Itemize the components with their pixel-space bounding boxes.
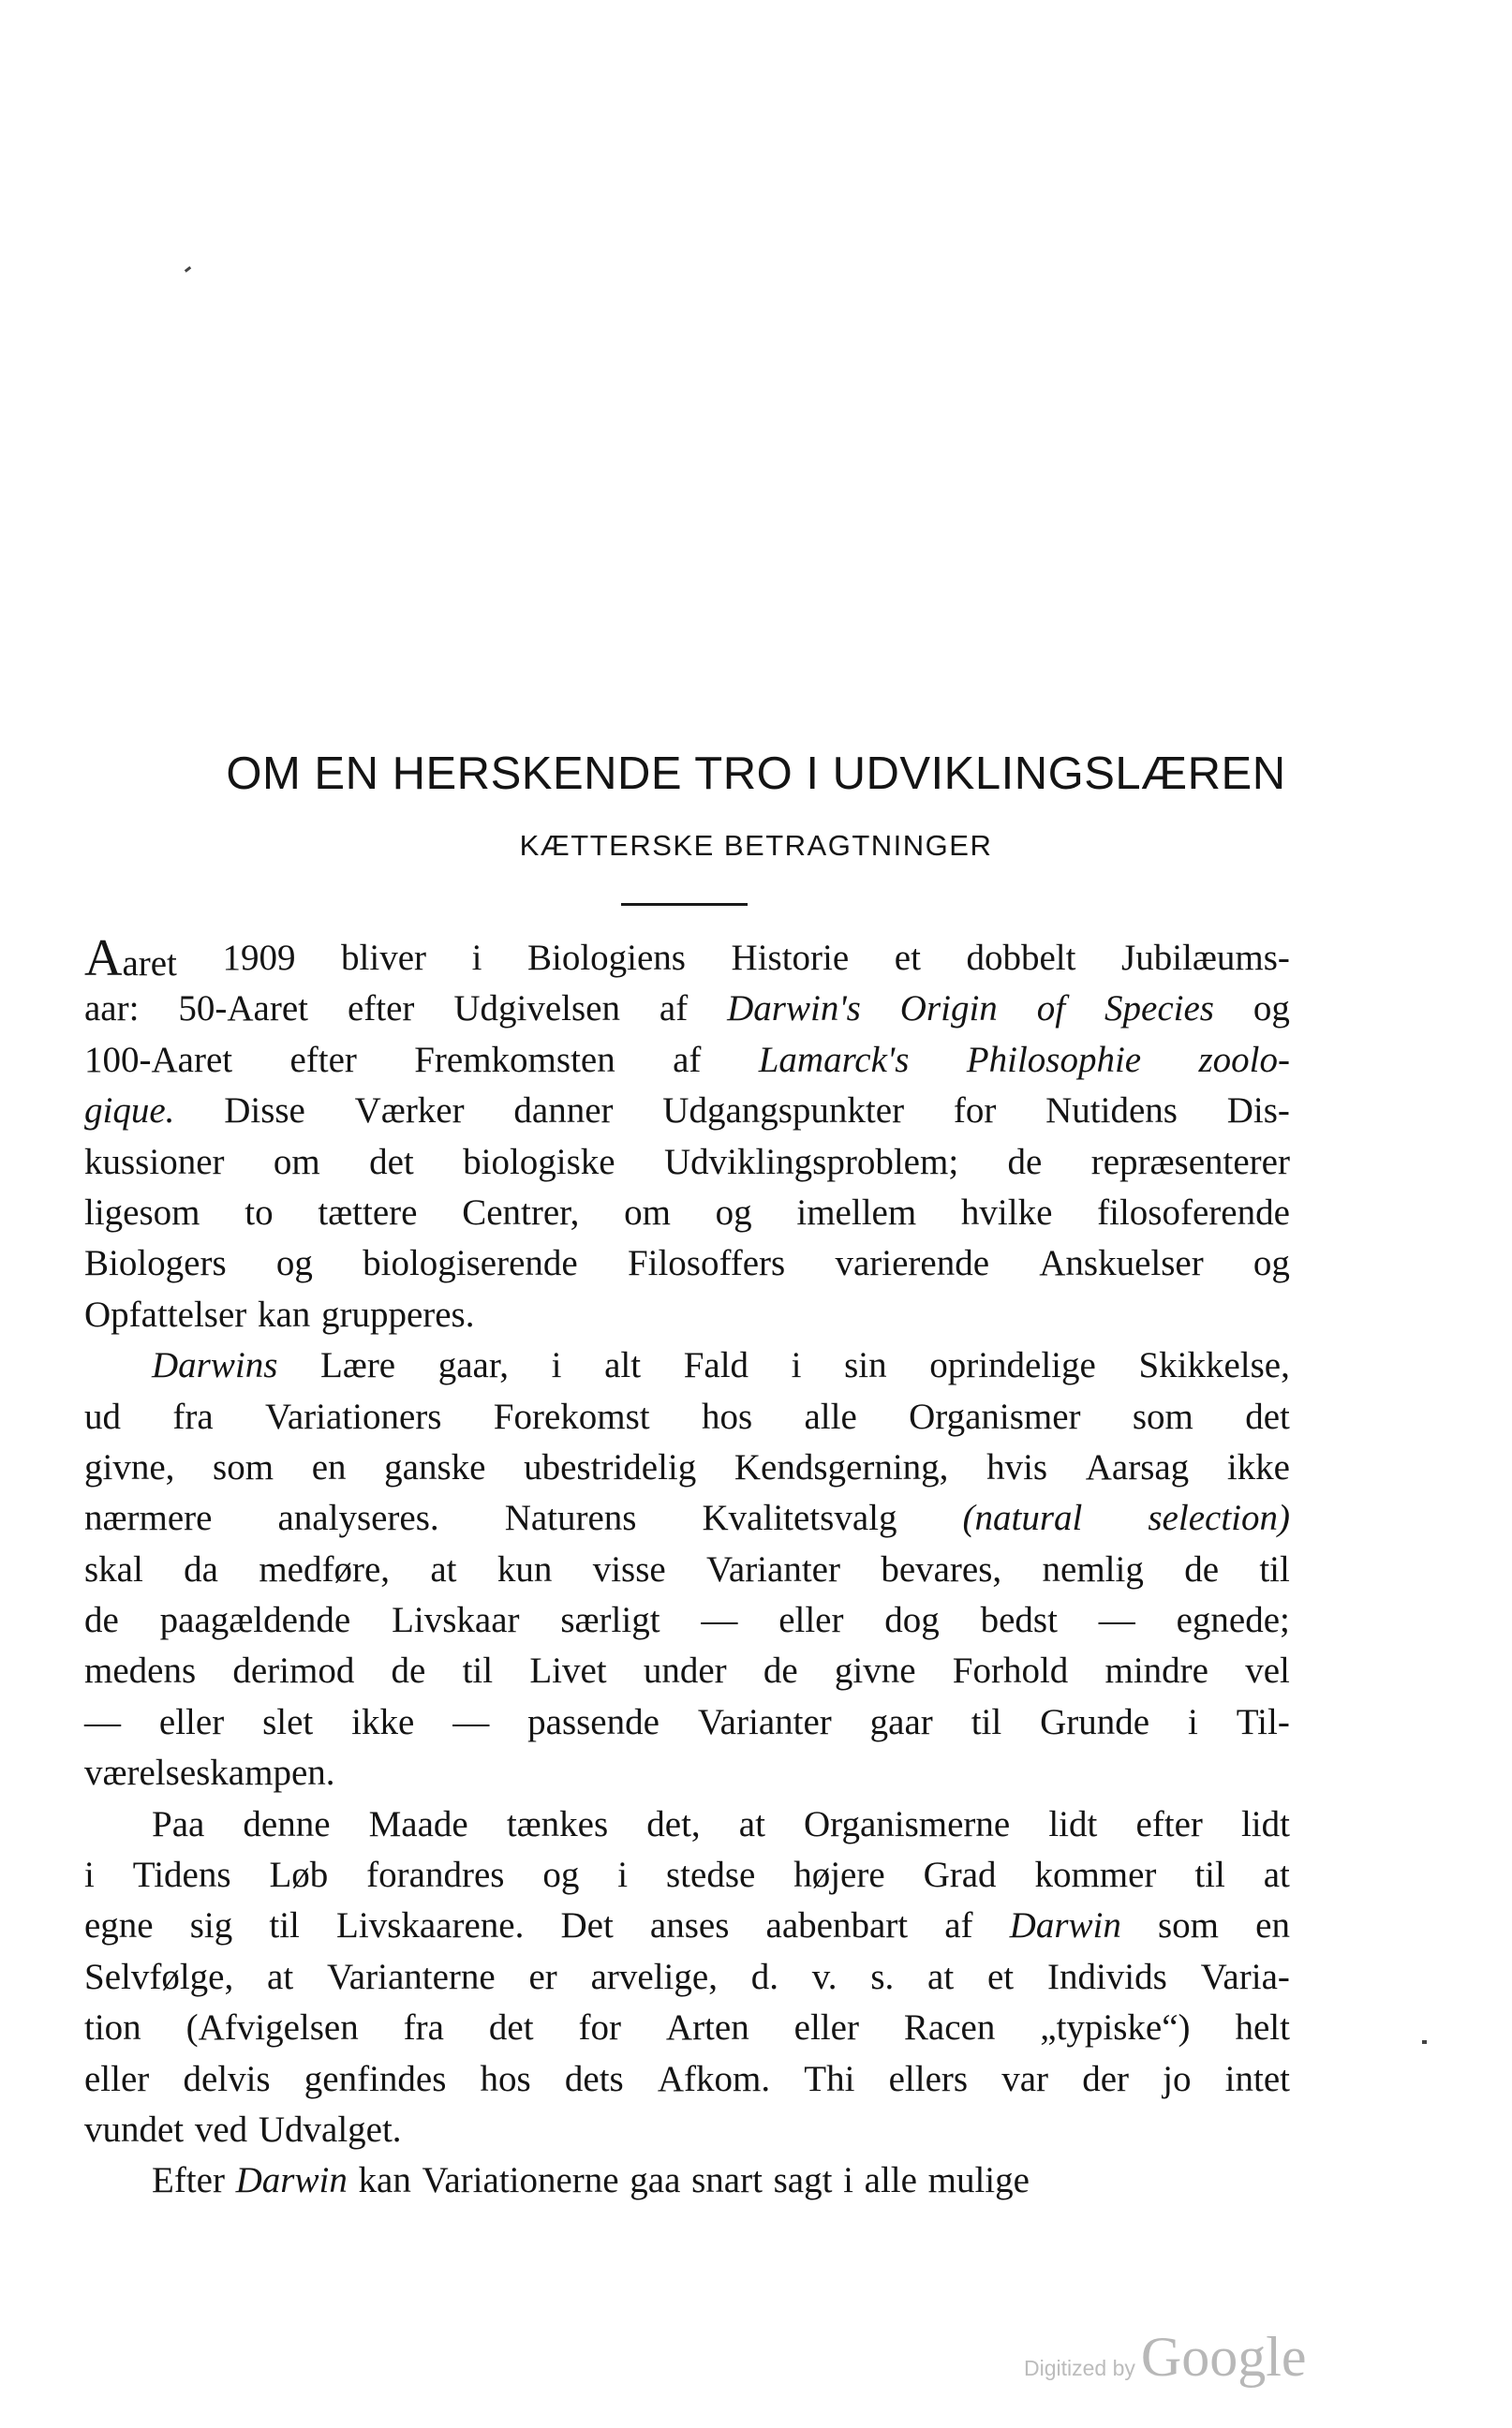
word: det bbox=[369, 1141, 414, 1182]
word: givne, bbox=[84, 1446, 175, 1488]
word: Til- bbox=[1236, 1701, 1290, 1742]
word: imellem bbox=[796, 1192, 917, 1233]
text-line bbox=[84, 1238, 1290, 1289]
word: mulige bbox=[927, 2160, 1030, 2201]
word: gique. bbox=[84, 1090, 175, 1132]
word: sagt bbox=[773, 2160, 833, 2201]
word: anses bbox=[649, 1905, 730, 1947]
word: og bbox=[275, 1243, 313, 1284]
word: Varianter bbox=[697, 1701, 832, 1742]
word: varierende bbox=[835, 1243, 990, 1284]
word: — bbox=[84, 1701, 121, 1742]
word: (natural bbox=[962, 1498, 1083, 1539]
word: de bbox=[1184, 1548, 1219, 1590]
word: Dis- bbox=[1226, 1090, 1290, 1132]
word: Disse bbox=[224, 1090, 305, 1132]
word: alt bbox=[604, 1345, 642, 1386]
word: og bbox=[542, 1855, 580, 1896]
word: under bbox=[643, 1651, 727, 1692]
word: Fremkomsten bbox=[414, 1039, 615, 1080]
word: Livet bbox=[529, 1651, 607, 1692]
word: af bbox=[673, 1039, 702, 1080]
word: i bbox=[551, 1345, 562, 1386]
word: givne bbox=[834, 1651, 916, 1692]
stray-ink-mark bbox=[185, 266, 191, 273]
word: Aaret bbox=[84, 929, 177, 987]
text-line bbox=[84, 1392, 1290, 1443]
word: Variationers bbox=[264, 1396, 442, 1437]
word: biologiserende bbox=[363, 1243, 578, 1284]
word: det bbox=[1245, 1396, 1290, 1437]
word: „typiske“) bbox=[1040, 2007, 1191, 2049]
text-line bbox=[84, 1443, 1290, 1493]
word: hos bbox=[701, 1396, 753, 1437]
word: Arten bbox=[665, 2007, 749, 2049]
word: de bbox=[763, 1651, 798, 1692]
word: Udgivelsen bbox=[453, 988, 620, 1029]
word: Skikkelse, bbox=[1138, 1345, 1290, 1386]
word: et bbox=[894, 938, 921, 978]
word: gaar bbox=[869, 1701, 933, 1742]
word: tion bbox=[84, 2007, 141, 2049]
word: to bbox=[245, 1192, 274, 1233]
text-line bbox=[84, 1290, 1290, 1340]
text-line bbox=[84, 1697, 1290, 1748]
word: Nutidens bbox=[1045, 1090, 1178, 1132]
word: — bbox=[1098, 1600, 1135, 1641]
word: for bbox=[578, 2007, 621, 2049]
word: Løb bbox=[269, 1855, 329, 1896]
word: of bbox=[1036, 988, 1066, 1029]
word: Variationerne bbox=[422, 2160, 619, 2201]
word: 50-Aaret bbox=[178, 988, 308, 1029]
word: vel bbox=[1245, 1651, 1290, 1692]
word: ud bbox=[84, 1396, 121, 1437]
word: tættere bbox=[318, 1192, 418, 1233]
text-line bbox=[84, 2155, 1290, 2206]
word: om bbox=[624, 1192, 671, 1233]
word: intet bbox=[1224, 2058, 1290, 2099]
word: medens bbox=[84, 1651, 197, 1692]
word: Organismer bbox=[909, 1396, 1081, 1437]
word: det, bbox=[646, 1803, 701, 1844]
word: at bbox=[927, 1956, 955, 1997]
word: stedse bbox=[666, 1855, 756, 1896]
word: d. bbox=[750, 1956, 778, 1997]
text-line bbox=[84, 1799, 1290, 1850]
word: hvilke bbox=[960, 1192, 1053, 1233]
word: i bbox=[791, 1345, 802, 1386]
word: bliver bbox=[341, 938, 426, 978]
word: at bbox=[267, 1956, 294, 1997]
word: fra bbox=[172, 1396, 214, 1437]
text-line bbox=[84, 1595, 1290, 1646]
word: ganske bbox=[384, 1446, 486, 1488]
word: kussioner bbox=[84, 1141, 225, 1182]
watermark-brand: Google bbox=[1140, 2326, 1307, 2388]
word: kan bbox=[257, 1294, 311, 1335]
text-line bbox=[84, 1340, 1290, 1391]
word: Darwins bbox=[152, 1345, 278, 1386]
word: værelseskampen. bbox=[84, 1753, 335, 1794]
word: Selvfølge, bbox=[84, 1956, 234, 1997]
word: Origin bbox=[899, 988, 998, 1029]
word: at bbox=[430, 1548, 457, 1590]
word: nærmere bbox=[84, 1498, 213, 1539]
word: egne bbox=[84, 1905, 154, 1947]
word: Varianter bbox=[706, 1548, 840, 1590]
word: Organismerne bbox=[804, 1803, 1011, 1844]
text-line bbox=[84, 1035, 1290, 1086]
word: selection) bbox=[1148, 1498, 1290, 1539]
word: delvis bbox=[183, 2058, 271, 2099]
stray-ink-mark bbox=[1422, 2040, 1427, 2044]
word: passende bbox=[527, 1701, 660, 1742]
word: Filosoffers bbox=[627, 1243, 786, 1284]
word: i bbox=[84, 1855, 95, 1896]
text-line bbox=[84, 1137, 1290, 1188]
word: skal bbox=[84, 1548, 143, 1590]
word: til bbox=[1194, 1855, 1225, 1896]
word: de bbox=[391, 1651, 426, 1692]
word: om bbox=[273, 1141, 320, 1182]
word: i bbox=[843, 2160, 853, 2201]
text-line bbox=[84, 1086, 1290, 1136]
word: Varianterne bbox=[326, 1956, 496, 1997]
word: Maade bbox=[368, 1803, 468, 1844]
word: Varia- bbox=[1200, 1956, 1290, 1997]
word: Naturens bbox=[504, 1498, 637, 1539]
word: efter bbox=[289, 1039, 357, 1080]
word: genfindes bbox=[304, 2058, 447, 2099]
word: Kendsgerning, bbox=[734, 1446, 949, 1488]
word: mindre bbox=[1104, 1651, 1208, 1692]
word: repræsenterer bbox=[1090, 1141, 1290, 1182]
word: kommer bbox=[1034, 1855, 1157, 1896]
text-line bbox=[84, 1901, 1290, 1951]
word: Udgangspunkter bbox=[662, 1090, 905, 1132]
word: danner bbox=[513, 1090, 614, 1132]
word: det bbox=[488, 2007, 534, 2049]
text-line bbox=[84, 1545, 1290, 1595]
title-divider bbox=[621, 903, 748, 906]
word: ikke bbox=[1226, 1446, 1290, 1488]
word: alle bbox=[864, 2160, 917, 2201]
word: biologiske bbox=[463, 1141, 615, 1182]
word: Udviklingsproblem; bbox=[664, 1141, 959, 1182]
word: de bbox=[84, 1600, 119, 1641]
word: bedst bbox=[980, 1600, 1058, 1641]
word: oprindelige bbox=[929, 1345, 1096, 1386]
word: eller bbox=[793, 2007, 859, 2049]
word: Lære bbox=[319, 1345, 396, 1386]
word: af bbox=[659, 988, 689, 1029]
chapter-subtitle: KÆTTERSKE BETRAGTNINGER bbox=[519, 829, 993, 862]
word: kan bbox=[358, 2160, 411, 2201]
word: lidt bbox=[1048, 1803, 1098, 1844]
word: 100-Aaret bbox=[84, 1039, 233, 1080]
word: og bbox=[715, 1192, 752, 1233]
word: jo bbox=[1163, 2058, 1192, 2099]
word: er bbox=[528, 1956, 557, 1997]
word: Opfattelser bbox=[84, 1294, 247, 1335]
word: Grunde bbox=[1040, 1701, 1150, 1742]
text-line bbox=[84, 2105, 1290, 2155]
word: som bbox=[1132, 1396, 1193, 1437]
word: (Afvigelsen bbox=[185, 2007, 359, 2049]
word: Fald bbox=[683, 1345, 749, 1386]
word: Darwin's bbox=[727, 988, 861, 1029]
word: Biologiens bbox=[526, 938, 686, 978]
word: særligt bbox=[560, 1600, 660, 1641]
word: tænkes bbox=[506, 1803, 609, 1844]
word: Racen bbox=[903, 2007, 996, 2049]
word: egnede; bbox=[1176, 1600, 1290, 1641]
word: da bbox=[184, 1548, 218, 1590]
text-line bbox=[84, 2054, 1290, 2105]
word: eller bbox=[158, 1701, 225, 1742]
word: som bbox=[1158, 1905, 1220, 1947]
word: kun bbox=[497, 1548, 553, 1590]
word: bevares, bbox=[881, 1548, 1002, 1590]
word: — bbox=[701, 1600, 738, 1641]
word: fra bbox=[403, 2007, 444, 2049]
word: paagældende bbox=[159, 1600, 351, 1641]
word: ubestridelig bbox=[524, 1446, 697, 1488]
word: de bbox=[1007, 1141, 1043, 1182]
word: — bbox=[452, 1701, 490, 1742]
word: et bbox=[987, 1956, 1015, 1997]
word: alle bbox=[804, 1396, 857, 1437]
word: Historie bbox=[731, 938, 850, 978]
word: eller bbox=[84, 2058, 150, 2099]
word: Afkom. bbox=[657, 2058, 771, 2099]
word: s. bbox=[870, 1956, 895, 1997]
word: ikke bbox=[351, 1701, 415, 1742]
word: til bbox=[971, 1701, 1002, 1742]
word: at bbox=[738, 1803, 765, 1844]
word: slet bbox=[262, 1701, 314, 1742]
word: Efter bbox=[152, 2160, 225, 2201]
word: Individs bbox=[1046, 1956, 1167, 1997]
word: Biologers bbox=[84, 1243, 227, 1284]
word: til bbox=[269, 1905, 300, 1947]
word: i bbox=[471, 938, 482, 978]
word: Lamarck's bbox=[758, 1039, 910, 1080]
word: Aarsag bbox=[1085, 1446, 1190, 1488]
text-line bbox=[84, 1646, 1290, 1696]
word: dog bbox=[884, 1600, 940, 1641]
word: helt bbox=[1235, 2007, 1290, 2049]
word: Værker bbox=[354, 1090, 465, 1132]
word: analyseres. bbox=[277, 1498, 439, 1539]
body-text bbox=[84, 929, 1290, 2207]
word: ligesom bbox=[84, 1192, 200, 1233]
word: aar: bbox=[84, 988, 140, 1029]
word: efter bbox=[1135, 1803, 1203, 1844]
word: Anskuelser bbox=[1039, 1243, 1204, 1284]
watermark-prefix: Digitized by bbox=[1024, 2356, 1135, 2380]
word: som bbox=[213, 1446, 274, 1488]
word: dets bbox=[564, 2058, 624, 2099]
word: Kvalitetsvalg bbox=[702, 1498, 897, 1539]
word: medføre, bbox=[259, 1548, 391, 1590]
word: Philosophie bbox=[966, 1039, 1142, 1080]
word: Grad bbox=[923, 1855, 997, 1896]
word: snart bbox=[691, 2160, 763, 2201]
word: gaar, bbox=[437, 1345, 510, 1386]
word: en bbox=[1255, 1905, 1290, 1947]
digitization-watermark bbox=[1024, 2325, 1307, 2390]
word: filosoferende bbox=[1097, 1192, 1290, 1233]
word: grupperes. bbox=[320, 1294, 475, 1335]
word: Udvalget. bbox=[258, 2109, 402, 2150]
word: Jubilæums- bbox=[1121, 938, 1290, 978]
word: arvelige, bbox=[590, 1956, 718, 1997]
text-line bbox=[84, 984, 1290, 1034]
word: Forhold bbox=[952, 1651, 1069, 1692]
word: Thi bbox=[804, 2058, 855, 2099]
word: hos bbox=[480, 2058, 531, 2099]
word: sin bbox=[844, 1345, 887, 1386]
word: at bbox=[1263, 1855, 1290, 1896]
word: af bbox=[944, 1905, 973, 1947]
word: nemlig bbox=[1042, 1548, 1144, 1590]
word: til bbox=[462, 1651, 494, 1692]
text-line bbox=[84, 929, 1290, 987]
chapter-title: OM EN HERSKENDE TRO I UDVIKLINGSLÆREN bbox=[226, 748, 1286, 799]
word: Paa bbox=[152, 1803, 205, 1844]
word: vundet bbox=[84, 2109, 185, 2150]
word: der bbox=[1082, 2058, 1130, 2099]
word: højere bbox=[793, 1855, 885, 1896]
text-line bbox=[84, 2003, 1290, 2053]
word: ellers bbox=[888, 2058, 969, 2099]
word: Livskaarene. bbox=[336, 1905, 525, 1947]
word: dobbelt bbox=[966, 938, 1076, 978]
word: og bbox=[1253, 988, 1290, 1029]
word: sig bbox=[189, 1905, 233, 1947]
word: denne bbox=[243, 1803, 331, 1844]
word: og bbox=[1253, 1243, 1290, 1284]
word: zoolo- bbox=[1198, 1039, 1290, 1080]
text-line bbox=[84, 1952, 1290, 2003]
word: en bbox=[311, 1446, 347, 1488]
word: Darwin bbox=[235, 2160, 348, 2201]
word: for bbox=[953, 1090, 997, 1132]
word: til bbox=[1259, 1548, 1290, 1590]
word: hvis bbox=[986, 1446, 1048, 1488]
word: i bbox=[1187, 1701, 1198, 1742]
word: aabenbart bbox=[765, 1905, 909, 1947]
word: Forekomst bbox=[493, 1396, 650, 1437]
word: Tidens bbox=[132, 1855, 231, 1896]
word: var bbox=[1001, 2058, 1049, 2099]
word: Det bbox=[560, 1905, 614, 1947]
word: Species bbox=[1104, 988, 1214, 1029]
word: derimod bbox=[232, 1651, 355, 1692]
word: visse bbox=[592, 1548, 666, 1590]
word: Centrer, bbox=[462, 1192, 580, 1233]
word: eller bbox=[778, 1600, 844, 1641]
text-line bbox=[84, 1748, 1290, 1799]
word: v. bbox=[811, 1956, 838, 1997]
text-line bbox=[84, 1188, 1290, 1238]
text-line bbox=[84, 1493, 1290, 1544]
word: lidt bbox=[1240, 1803, 1290, 1844]
word: ved bbox=[194, 2109, 248, 2150]
word: i bbox=[617, 1855, 629, 1896]
text-line bbox=[84, 1850, 1290, 1901]
word: Livskaar bbox=[392, 1600, 520, 1641]
word: efter bbox=[347, 988, 415, 1029]
word: Darwin bbox=[1009, 1905, 1121, 1947]
word: gaa bbox=[630, 2160, 681, 2201]
word: 1909 bbox=[222, 938, 296, 978]
word: forandres bbox=[366, 1855, 505, 1896]
